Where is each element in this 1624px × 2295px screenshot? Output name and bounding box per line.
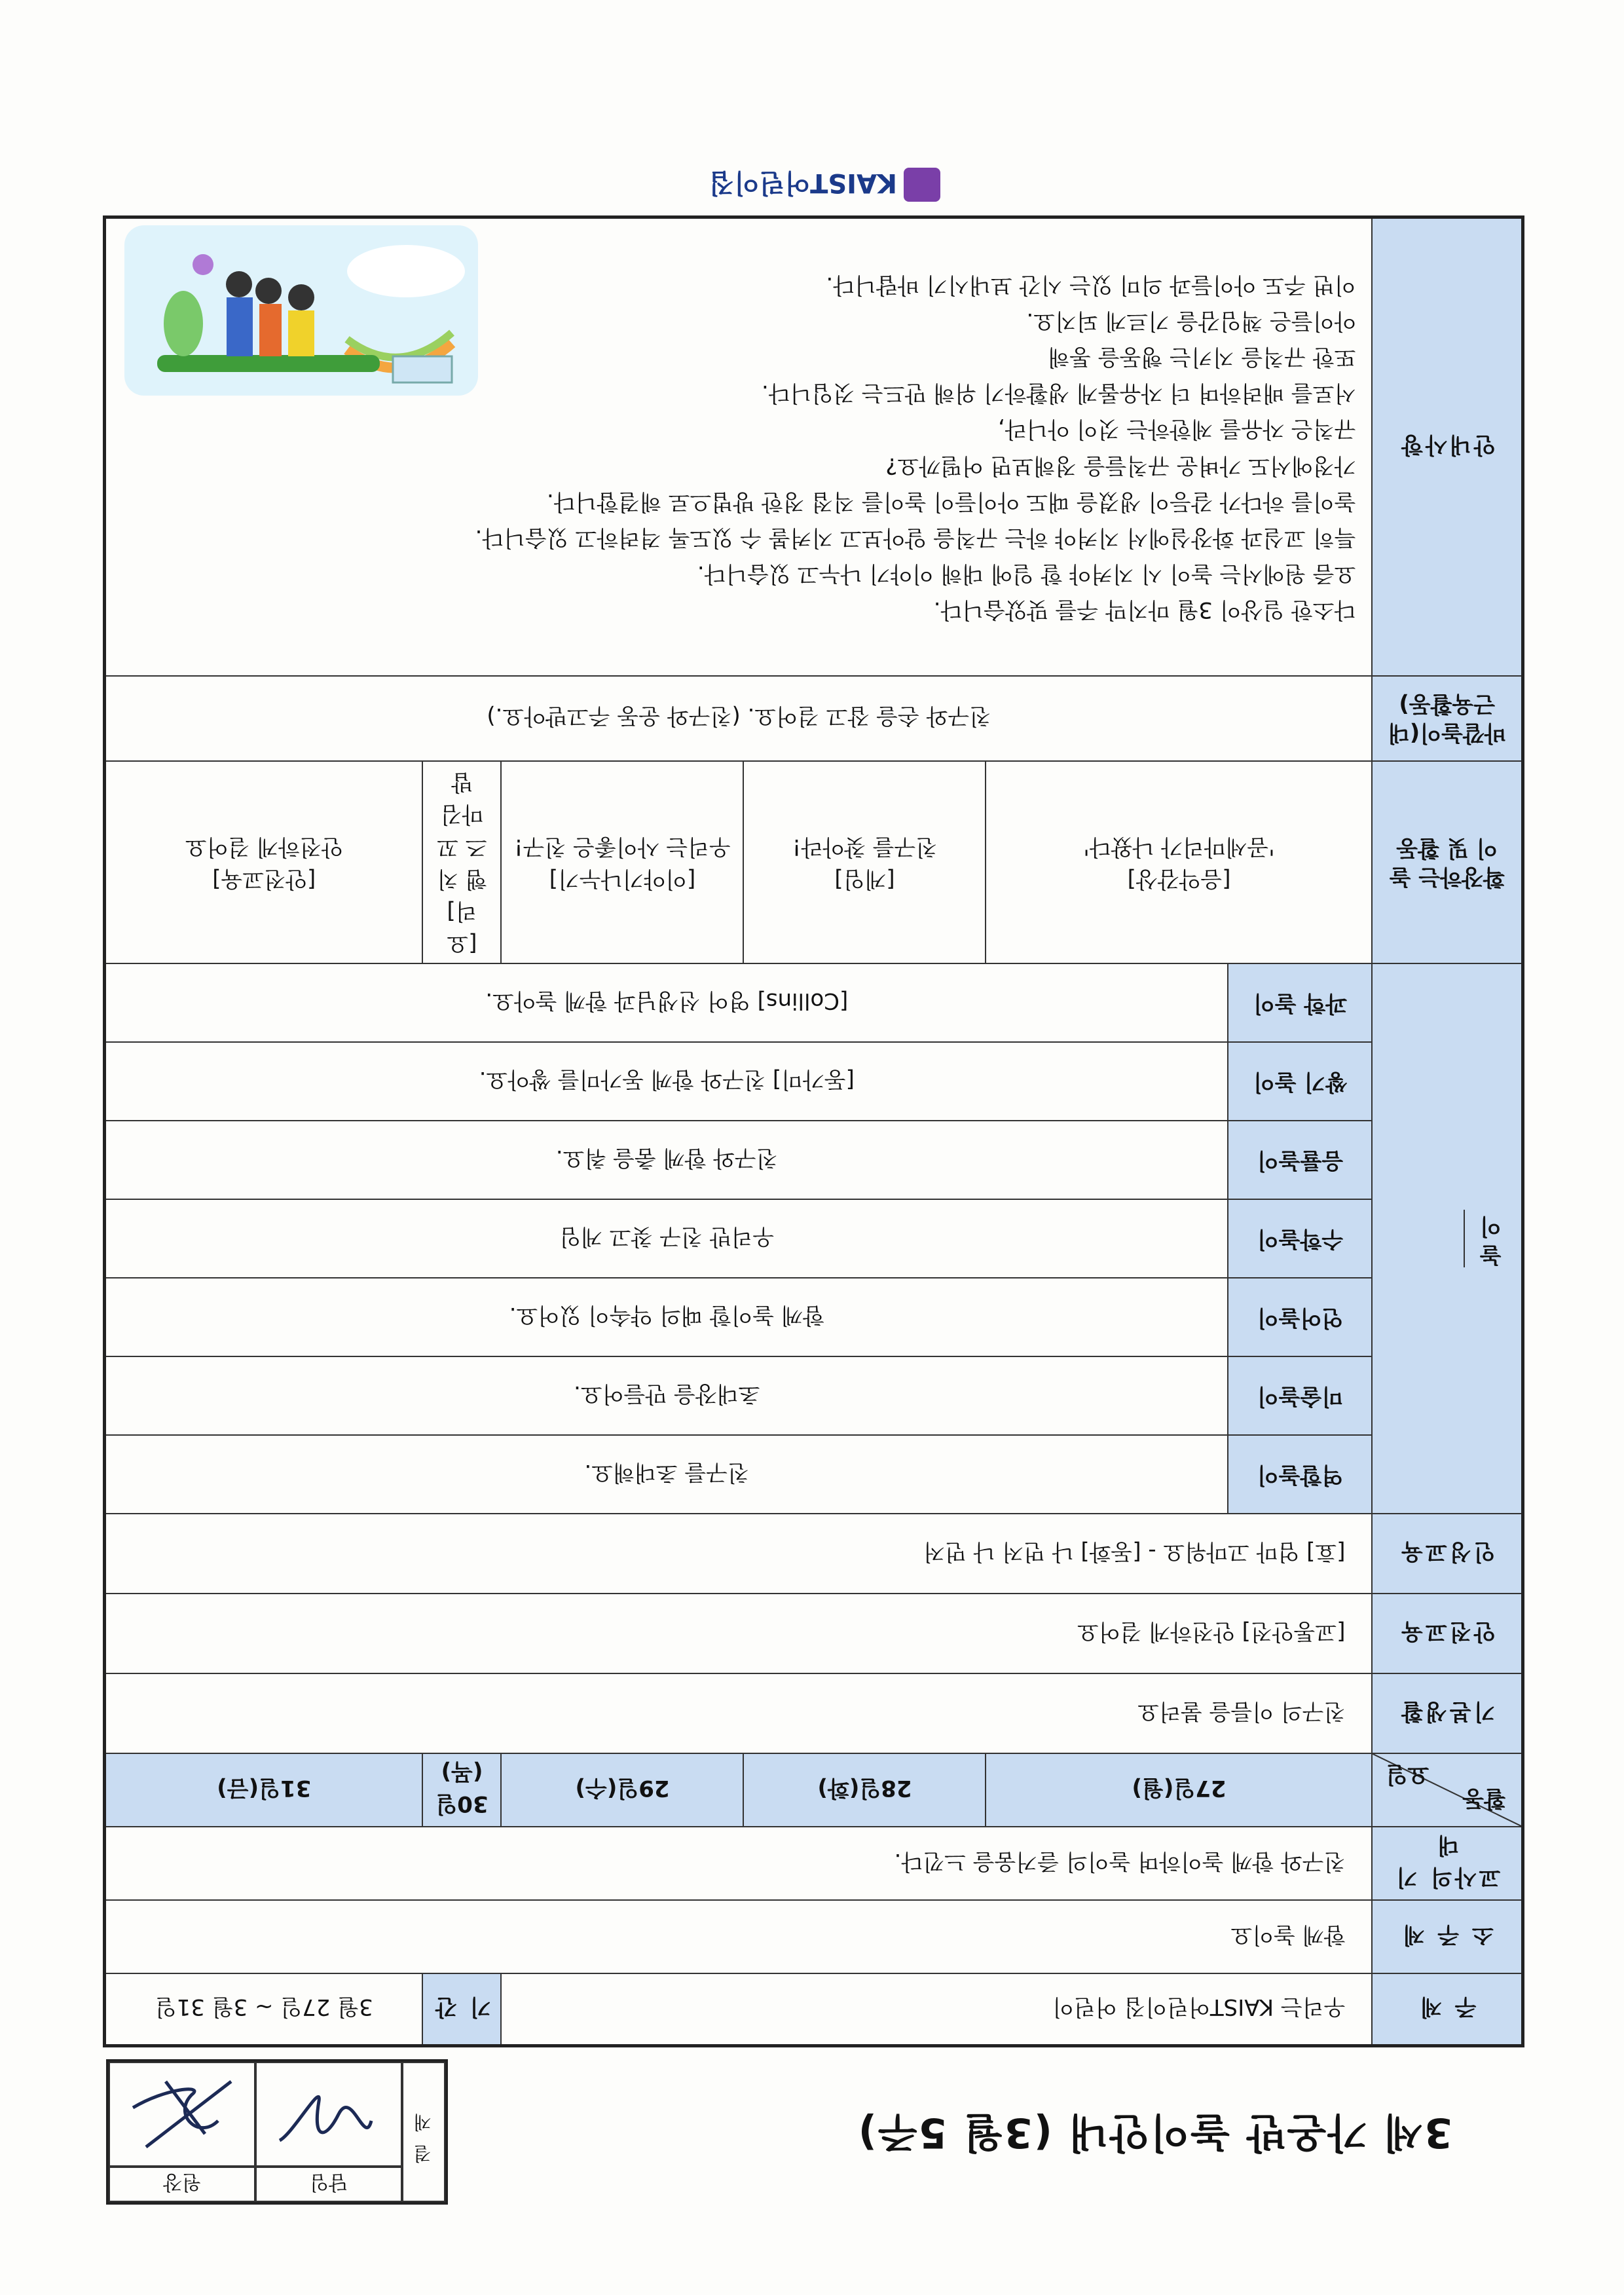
- sub-subject-value: 함께 놀이요: [104, 1901, 1372, 1974]
- subject-row: [104, 1974, 1522, 2046]
- play-group-label: [1373, 964, 1523, 1514]
- notice-line: 요즘 원에서는 놀이 시 지켜야 할 일에 대해 이야기 나누고 있습니다.: [697, 560, 1356, 587]
- play-item-label: 음률놀이: [1228, 1121, 1373, 1200]
- document-title: 3세 가온반 놀이안내 (3월 5주): [857, 2109, 1452, 2157]
- signature-director-icon: [109, 2062, 255, 2167]
- play-item-content: 친구와 함께 춤을 춰요.: [104, 1121, 1228, 1200]
- play-row: [104, 1200, 1522, 1278]
- related-activities-label: 확장하는 놀이 및 활동: [1373, 761, 1523, 964]
- play-item-content: [동가미] 친구와 함께 동가미를 쌓아요.: [104, 1043, 1228, 1121]
- notice-line: 규칙은 자유를 제한하는 것이 아니라,: [997, 416, 1356, 443]
- teacher-expectation-row: [104, 1827, 1522, 1901]
- related-activity-type: [요리]: [447, 898, 477, 957]
- play-label: 놀이: [1479, 1210, 1506, 1268]
- group-play-label: 바깥놀이(대근육활동): [1373, 676, 1523, 761]
- related-activity: [501, 761, 743, 964]
- subject-value: 우리는 KAIST어린이집 어린이: [501, 1974, 1372, 2046]
- related-activity-content: 친구를 찾아라!: [792, 833, 938, 860]
- notice-line: 아이들은 책임감을 기르게 되지요.: [1026, 308, 1356, 335]
- related-activity-content: 햄 치즈 꼬마김밥: [437, 769, 487, 892]
- play-row: [104, 1357, 1522, 1436]
- related-activity-content: 우리는 사이좋은 친구!: [514, 833, 731, 860]
- kaist-logo-icon: [681, 162, 943, 208]
- related-activity-content: '곰세마리가 나왔다': [1083, 833, 1275, 860]
- notice-line: 이번 주도 아이들과 의미 있는 시간 보내시기 바랍니다.: [826, 272, 1356, 299]
- related-activity: [986, 761, 1373, 964]
- play-item-label: 미술놀이: [1228, 1357, 1373, 1436]
- crayon-clothesline-illustration-icon: [124, 225, 478, 396]
- signature-teacher-icon: [255, 2062, 402, 2167]
- play-item-content: 친구를 초대해요.: [104, 1436, 1228, 1514]
- safety-row: [104, 1594, 1522, 1674]
- subject-label: 주 제: [1373, 1974, 1523, 2046]
- sub-subject-row: [104, 1901, 1522, 1974]
- play-item-label: 언어놀이: [1228, 1278, 1373, 1357]
- play-row: [104, 1436, 1522, 1514]
- character-row: [104, 1514, 1522, 1594]
- play-item-content: [Collins] 영어 선생님과 함께 놀아요.: [104, 964, 1228, 1043]
- play-item-label: 수학놀이: [1228, 1200, 1373, 1278]
- teacher-expectation-label: 교사의 기대: [1373, 1827, 1523, 1901]
- day-tuesday: 28일(화): [744, 1754, 986, 1827]
- notice-line: 특히 교실과 화장실에서 지켜야 하는 규칙을 알아보고 지켜볼 수 있도록 격려하고 있습니다.: [475, 524, 1356, 551]
- approval-director-label: 원장: [109, 2167, 255, 2202]
- notice-line: 서로를 배려하며 더 자유롭게 생활하기 위해 만드는 것입니다.: [761, 380, 1356, 407]
- play-row: [104, 1278, 1522, 1357]
- notice-label: 안내사항: [1373, 217, 1523, 676]
- related-activities-row: [104, 761, 1522, 964]
- group-play-row: [104, 676, 1522, 761]
- play-item-content: 우리반 친구 찾고 게임: [104, 1200, 1228, 1278]
- sub-subject-label: 소 주 제: [1373, 1901, 1523, 1974]
- group-play-value: 친구와 손을 잡고 걸어요. (친구와 운동 주고받아요.): [104, 676, 1372, 761]
- safety-label: 안전교육: [1373, 1594, 1523, 1674]
- related-activity-content: 안전하게 걸어요: [185, 833, 343, 860]
- notice-line: 또한 규칙을 지키는 행동을 통해: [1048, 344, 1356, 371]
- related-activity: [744, 761, 986, 964]
- play-row: [104, 1043, 1522, 1121]
- notice-content: [104, 217, 1372, 676]
- notice-line: 다소한 일상이 3월 마지막 주를 맞았습니다.: [933, 596, 1356, 623]
- related-activity-type: [이야기나누기]: [549, 865, 696, 892]
- notice-line: 놀이를 하다가 갈등이 생겼을 때도 아이들이 놀이를 직접 정한 방법으로 해결합니다.: [546, 488, 1356, 515]
- approval-teacher-label: 담임: [255, 2167, 402, 2202]
- related-activity-type: [안전교육]: [212, 865, 316, 892]
- character-value: [효] 엄마 고마워요 - [동화] 나 먼저 나 먼저: [104, 1514, 1372, 1594]
- play-item-label: 과학 놀이: [1228, 964, 1373, 1043]
- play-row: [104, 1121, 1522, 1200]
- notice-row: [104, 217, 1522, 676]
- day-thursday: 30일(목): [422, 1754, 501, 1827]
- approval-box: [106, 2059, 448, 2205]
- related-activity: [104, 761, 422, 964]
- day-wednesday: 29일(수): [501, 1754, 743, 1827]
- basic-habits-value: 친구의 이름을 불러요: [104, 1674, 1372, 1754]
- related-activity: [422, 761, 501, 964]
- related-activity-type: [음악감상]: [1127, 865, 1231, 892]
- day-activity-header: [1373, 1754, 1523, 1827]
- play-row: [104, 964, 1522, 1043]
- day-friday: 31일(금): [104, 1754, 422, 1827]
- character-label: 인성교육: [1373, 1514, 1523, 1594]
- safety-value: [교통안전] 안전하게 걸어요: [104, 1594, 1372, 1674]
- notice-line: 가정에서도 가벼운 규칙들을 정해보면 어떨까요?: [885, 452, 1356, 479]
- play-item-label: 쌓기 놀이: [1228, 1043, 1373, 1121]
- teacher-expectation-value: 친구와 함께 놀이하며 놀이의 즐거움을 느낀다.: [104, 1827, 1372, 1901]
- period-value: 3월 27일 ~ 3월 31일: [104, 1974, 422, 2046]
- days-header: 요일: [1386, 1761, 1430, 1788]
- title-row: [106, 2059, 1524, 2205]
- day-monday: 27일(월): [986, 1754, 1373, 1827]
- play-item-content: 함께 놀이할 때의 약속이 있어요.: [104, 1278, 1228, 1357]
- approval-label: 결재: [402, 2062, 445, 2202]
- activity-header: 활동: [1462, 1785, 1505, 1812]
- weekly-plan-table: [103, 215, 1524, 2047]
- basic-habits-label: 기본생활: [1373, 1674, 1523, 1754]
- play-item-content: 초대장을 만들어요.: [104, 1357, 1228, 1436]
- basic-habits-row: [104, 1674, 1522, 1754]
- play-item-label: 역할놀이: [1228, 1436, 1373, 1514]
- related-activity-type: [게임]: [834, 865, 895, 892]
- period-label: 기 간: [422, 1974, 501, 2046]
- logo-text: KAIST어린이집: [709, 168, 897, 198]
- days-row: [104, 1754, 1522, 1827]
